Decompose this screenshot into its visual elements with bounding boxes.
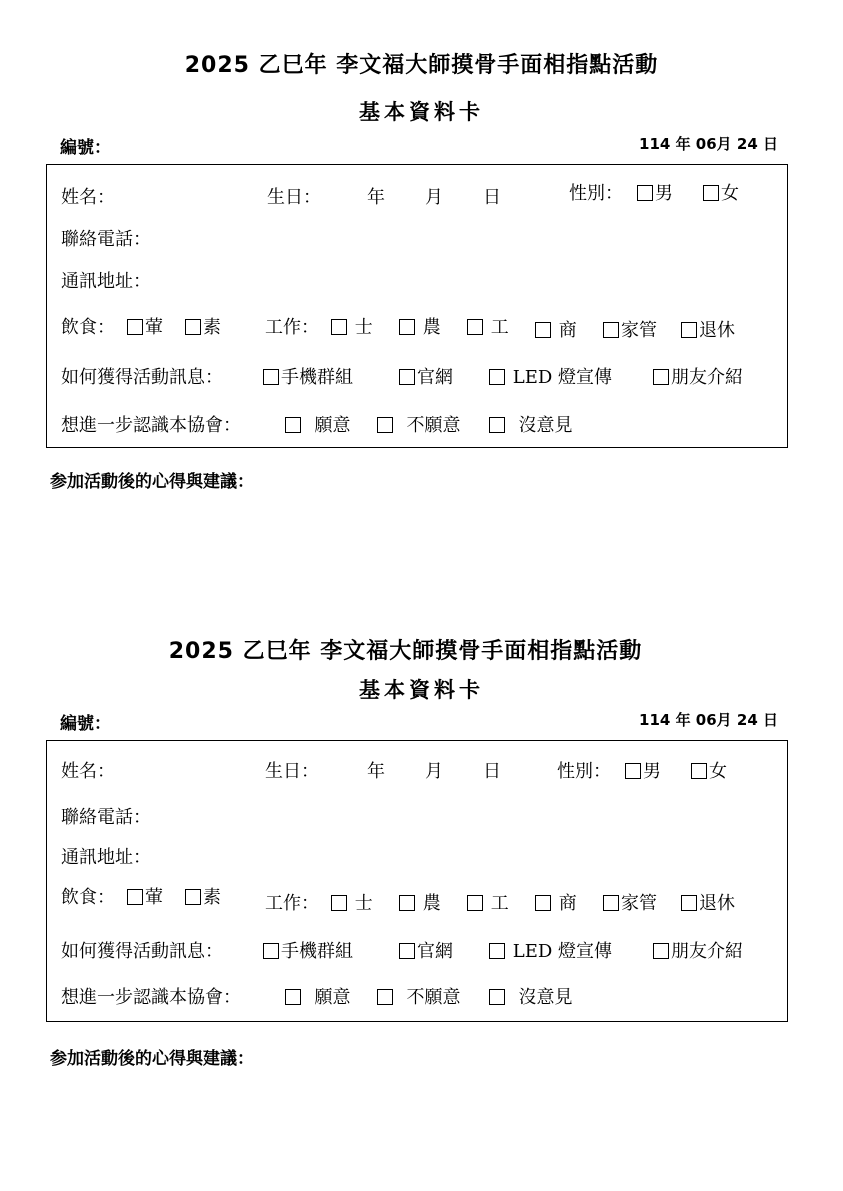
source-option-1[interactable]: 手機群組 (263, 363, 353, 389)
job-label: 工作： (265, 893, 319, 914)
checkbox[interactable] (263, 943, 279, 959)
job-option-2[interactable]: 農 (399, 889, 441, 915)
checkbox[interactable] (653, 369, 669, 385)
month-label: 月 (425, 761, 443, 782)
source-option-1[interactable]: 手機群組 (263, 937, 353, 963)
day-label: 日 (483, 187, 501, 208)
checkbox[interactable] (377, 989, 393, 1005)
join-option-3[interactable]: 沒意見 (489, 411, 572, 437)
checkbox[interactable] (399, 319, 415, 335)
source-label: 如何獲得活動訊息： (61, 941, 223, 962)
checkbox[interactable] (703, 185, 719, 201)
info-card-2 (0, 586, 843, 1146)
diet-option-veg[interactable]: 素 (185, 313, 221, 339)
job-option-4[interactable]: 商 (535, 889, 577, 915)
checkbox[interactable] (637, 185, 653, 201)
form-box (46, 740, 788, 1022)
year-label: 年 (367, 187, 385, 208)
birthday-label: 生日： (265, 761, 319, 782)
gender-option-female[interactable]: 女 (703, 179, 739, 205)
checkbox[interactable] (625, 763, 641, 779)
year-label: 年 (367, 761, 385, 782)
gender-option-male[interactable]: 男 (625, 757, 661, 783)
serial-label: 編號： (60, 138, 111, 158)
diet-option-veg[interactable]: 素 (185, 883, 221, 909)
join-option-3[interactable]: 沒意見 (489, 983, 572, 1009)
checkbox[interactable] (489, 943, 505, 959)
checkbox[interactable] (489, 369, 505, 385)
job-option-5[interactable]: 家管 (603, 316, 657, 342)
job-option-6[interactable]: 退休 (681, 316, 735, 342)
month-label: 月 (425, 187, 443, 208)
source-option-2[interactable]: 官網 (399, 363, 453, 389)
checkbox[interactable] (603, 895, 619, 911)
checkbox[interactable] (127, 319, 143, 335)
join-label: 想進一步認識本協會： (61, 415, 241, 436)
diet-option-meat[interactable]: 葷 (127, 313, 163, 339)
job-option-1[interactable]: 士 (331, 313, 373, 339)
phone-label: 聯絡電話： (61, 229, 151, 250)
join-option-2[interactable]: 不願意 (377, 411, 460, 437)
checkbox[interactable] (535, 895, 551, 911)
source-option-4[interactable]: 朋友介紹 (653, 937, 743, 963)
day-label: 日 (483, 761, 501, 782)
checkbox[interactable] (603, 322, 619, 338)
source-option-2[interactable]: 官網 (399, 937, 453, 963)
gender-option-male[interactable]: 男 (637, 179, 673, 205)
name-label: 姓名： (61, 761, 115, 782)
checkbox[interactable] (653, 943, 669, 959)
job-option-1[interactable]: 士 (331, 889, 373, 915)
job-option-5[interactable]: 家管 (603, 889, 657, 915)
checkbox[interactable] (489, 989, 505, 1005)
source-option-3[interactable]: LED 燈宣傳 (489, 363, 612, 389)
form-title: 2025 乙巳年 李文福大師摸骨手面相指點活動 (184, 53, 659, 78)
checkbox[interactable] (263, 369, 279, 385)
checkbox[interactable] (377, 417, 393, 433)
form-title: 2025 乙巳年 李文福大師摸骨手面相指點活動 (168, 639, 643, 664)
checkbox[interactable] (535, 322, 551, 338)
checkbox[interactable] (691, 763, 707, 779)
checkbox[interactable] (399, 943, 415, 959)
phone-label: 聯絡電話： (61, 807, 151, 828)
name-label: 姓名： (61, 187, 115, 208)
source-option-4[interactable]: 朋友介紹 (653, 363, 743, 389)
address-label: 通訊地址： (61, 847, 151, 868)
job-label: 工作： (265, 317, 319, 338)
join-option-1[interactable]: 願意 (285, 411, 350, 437)
checkbox[interactable] (489, 417, 505, 433)
checkbox[interactable] (467, 895, 483, 911)
job-option-2[interactable]: 農 (399, 313, 441, 339)
checkbox[interactable] (185, 889, 201, 905)
diet-label: 飲食： (61, 887, 115, 908)
checkbox[interactable] (285, 417, 301, 433)
source-label: 如何獲得活動訊息： (61, 367, 223, 388)
checkbox[interactable] (127, 889, 143, 905)
checkbox[interactable] (681, 895, 697, 911)
gender-label: 性別： (569, 183, 623, 204)
birthday-label: 生日： (267, 187, 321, 208)
join-label: 想進一步認識本協會： (61, 987, 241, 1008)
job-option-4[interactable]: 商 (535, 316, 577, 342)
checkbox[interactable] (399, 895, 415, 911)
job-option-3[interactable]: 工 (467, 889, 509, 915)
form-date: 114 年 06月 24 日 (639, 135, 778, 153)
feedback-label: 参加活動後的心得與建議： (50, 472, 254, 492)
source-option-3[interactable]: LED 燈宣傳 (489, 937, 612, 963)
checkbox[interactable] (285, 989, 301, 1005)
form-subtitle: 基本資料卡 (359, 678, 484, 702)
address-label: 通訊地址： (61, 271, 151, 292)
serial-label: 編號： (60, 714, 111, 734)
info-card-1 (0, 0, 843, 560)
join-option-2[interactable]: 不願意 (377, 983, 460, 1009)
diet-option-meat[interactable]: 葷 (127, 883, 163, 909)
job-option-3[interactable]: 工 (467, 313, 509, 339)
checkbox[interactable] (185, 319, 201, 335)
gender-option-female[interactable]: 女 (691, 757, 727, 783)
gender-label: 性別： (557, 761, 611, 782)
form-box (46, 164, 788, 448)
job-option-6[interactable]: 退休 (681, 889, 735, 915)
diet-label: 飲食： (61, 317, 115, 338)
form-subtitle: 基本資料卡 (359, 100, 484, 124)
checkbox[interactable] (331, 895, 347, 911)
join-option-1[interactable]: 願意 (285, 983, 350, 1009)
checkbox[interactable] (399, 369, 415, 385)
checkbox[interactable] (681, 322, 697, 338)
checkbox[interactable] (331, 319, 347, 335)
feedback-label: 参加活動後的心得與建議： (50, 1049, 254, 1069)
checkbox[interactable] (467, 319, 483, 335)
form-date: 114 年 06月 24 日 (639, 711, 778, 729)
